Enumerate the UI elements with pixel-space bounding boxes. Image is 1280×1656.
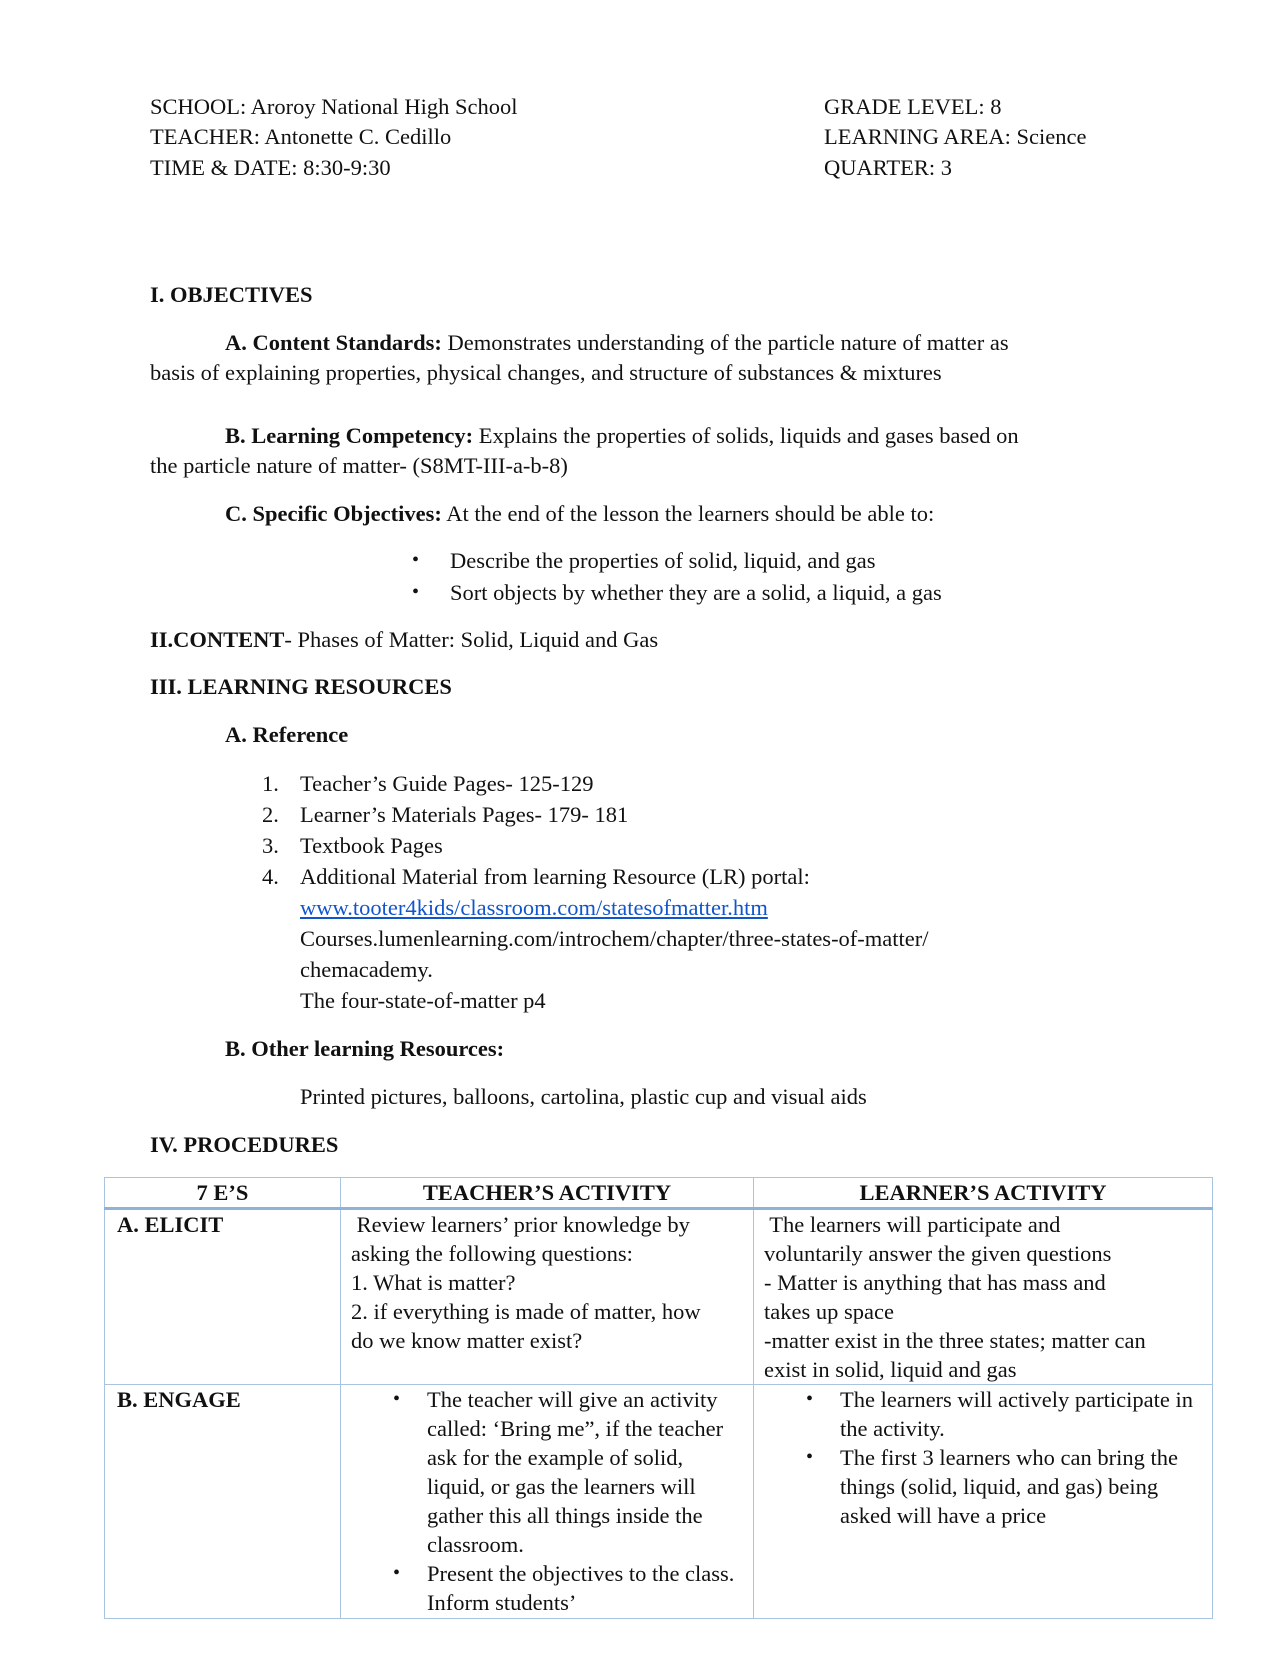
procedures-heading: IV. PROCEDURES [150, 1132, 339, 1157]
learning-area-field: LEARNING AREA: Science [824, 124, 1087, 149]
cell-line: voluntarily answer the given questions [764, 1241, 1112, 1266]
cell-line: - Matter is anything that has mass and [764, 1270, 1106, 1295]
specific-objectives-text: At the end of the lesson the learners should be able to: [441, 501, 935, 526]
reference-item: Teacher’s Guide Pages- 125-129 [300, 771, 594, 796]
content-section [150, 625, 658, 655]
learning-competency-text-cont: the particle nature of matter- (S8MT-III-a-b-8) [150, 453, 568, 478]
other-resources-text: Printed pictures, balloons, cartolina, plastic cup and visual aids [300, 1084, 867, 1109]
resource-link-wrap [300, 893, 768, 923]
resource-extra: Courses.lumenlearning.com/introchem/chapter/three-states-of-matter/ [300, 926, 929, 951]
school-field: SCHOOL: Aroroy National High School [150, 94, 518, 119]
teacher-field: TEACHER: Antonette C. Cedillo [150, 124, 452, 149]
learning-competency [225, 421, 1019, 451]
grade-level-field: GRADE LEVEL: 8 [824, 94, 1002, 119]
other-resources-heading: B. Other learning Resources: [225, 1036, 505, 1061]
reference-item: Textbook Pages [300, 833, 443, 858]
objectives-heading: I. OBJECTIVES [150, 282, 313, 307]
cell-line: -matter exist in the three states; matter can [764, 1328, 1146, 1353]
stage-cell: A. ELICIT [105, 1209, 341, 1385]
column-header: LEARNER’S ACTIVITY [754, 1178, 1213, 1209]
learning-competency-text: Explains the properties of solids, liquids and gases based on [473, 423, 1019, 448]
content-standards-label: A. Content Standards: [225, 330, 442, 355]
column-header: TEACHER’S ACTIVITY [341, 1178, 754, 1209]
table-row [105, 1209, 1213, 1385]
list-item: • The first 3 learners who can bring the things (solid, liquid, and gas) being asked will have a price [840, 1443, 1198, 1530]
content-standards [225, 328, 1009, 358]
list-item: • The teacher will give an activity called: ‘Bring me”, if the teacher ask for the example of solid, liquid, or gas the learners will gather this all things inside the classroom. [427, 1385, 745, 1559]
list-item: • Present the objectives to the class. Inform students’ [427, 1559, 745, 1617]
table-row [105, 1385, 1213, 1619]
content-standards-text-cont: basis of explaining properties, physical changes, and structure of substances & mixtures [150, 360, 942, 385]
resource-extra: chemacademy. [300, 957, 433, 982]
time-date-field: TIME & DATE: 8:30-9:30 [150, 155, 391, 180]
content-label: II.CONTENT [150, 627, 285, 652]
content-text: - Phases of Matter: Solid, Liquid and Gas [284, 627, 659, 652]
stage-cell: B. ENGAGE [105, 1385, 341, 1619]
list-number: 3. [262, 833, 279, 858]
cell-line: Review learners’ prior knowledge by [351, 1212, 690, 1237]
cell-line: 1. What is matter? [351, 1270, 516, 1295]
quarter-field: QUARTER: 3 [824, 155, 953, 180]
reference-item: Learner’s Materials Pages- 179- 181 [300, 802, 629, 827]
specific-objectives [225, 499, 934, 529]
table-header-row [105, 1178, 1213, 1209]
bullet-icon: • [412, 581, 420, 603]
cell-line: exist in solid, liquid and gas [764, 1357, 1017, 1382]
teacher-activity-cell [341, 1209, 754, 1385]
content-standards-text: Demonstrates understanding of the particle nature of matter as [441, 330, 1009, 355]
resource-link[interactable]: www.tooter4kids/classroom.com/statesofmatter.htm [300, 895, 768, 920]
cell-line: takes up space [764, 1299, 894, 1324]
reference-item: Additional Material from learning Resource (LR) portal: [300, 864, 810, 889]
teacher-activity-cell [341, 1385, 754, 1619]
bullet-icon: • [412, 549, 420, 571]
cell-line: The learners will participate and [764, 1212, 1061, 1237]
learner-activity-cell [754, 1385, 1213, 1619]
specific-objectives-label: C. Specific Objectives: [225, 501, 442, 526]
list-number: 2. [262, 802, 279, 827]
cell-line: asking the following questions: [351, 1241, 633, 1266]
procedures-table [104, 1177, 1213, 1619]
list-item: • The learners will actively participate in the activity. [840, 1385, 1198, 1443]
cell-line: 2. if everything is made of matter, how [351, 1299, 701, 1324]
list-number: 1. [262, 771, 279, 796]
resources-heading: III. LEARNING RESOURCES [150, 674, 452, 699]
column-header: 7 E’S [105, 1178, 341, 1209]
resource-extra: The four-state-of-matter p4 [300, 988, 546, 1013]
objective-item: Describe the properties of solid, liquid, and gas [450, 548, 876, 573]
objective-item: Sort objects by whether they are a solid, a liquid, a gas [450, 580, 942, 605]
learning-competency-label: B. Learning Competency: [225, 423, 474, 448]
reference-heading: A. Reference [225, 722, 349, 747]
cell-line: do we know matter exist? [351, 1328, 583, 1353]
list-number: 4. [262, 864, 279, 889]
learner-activity-cell [754, 1209, 1213, 1385]
